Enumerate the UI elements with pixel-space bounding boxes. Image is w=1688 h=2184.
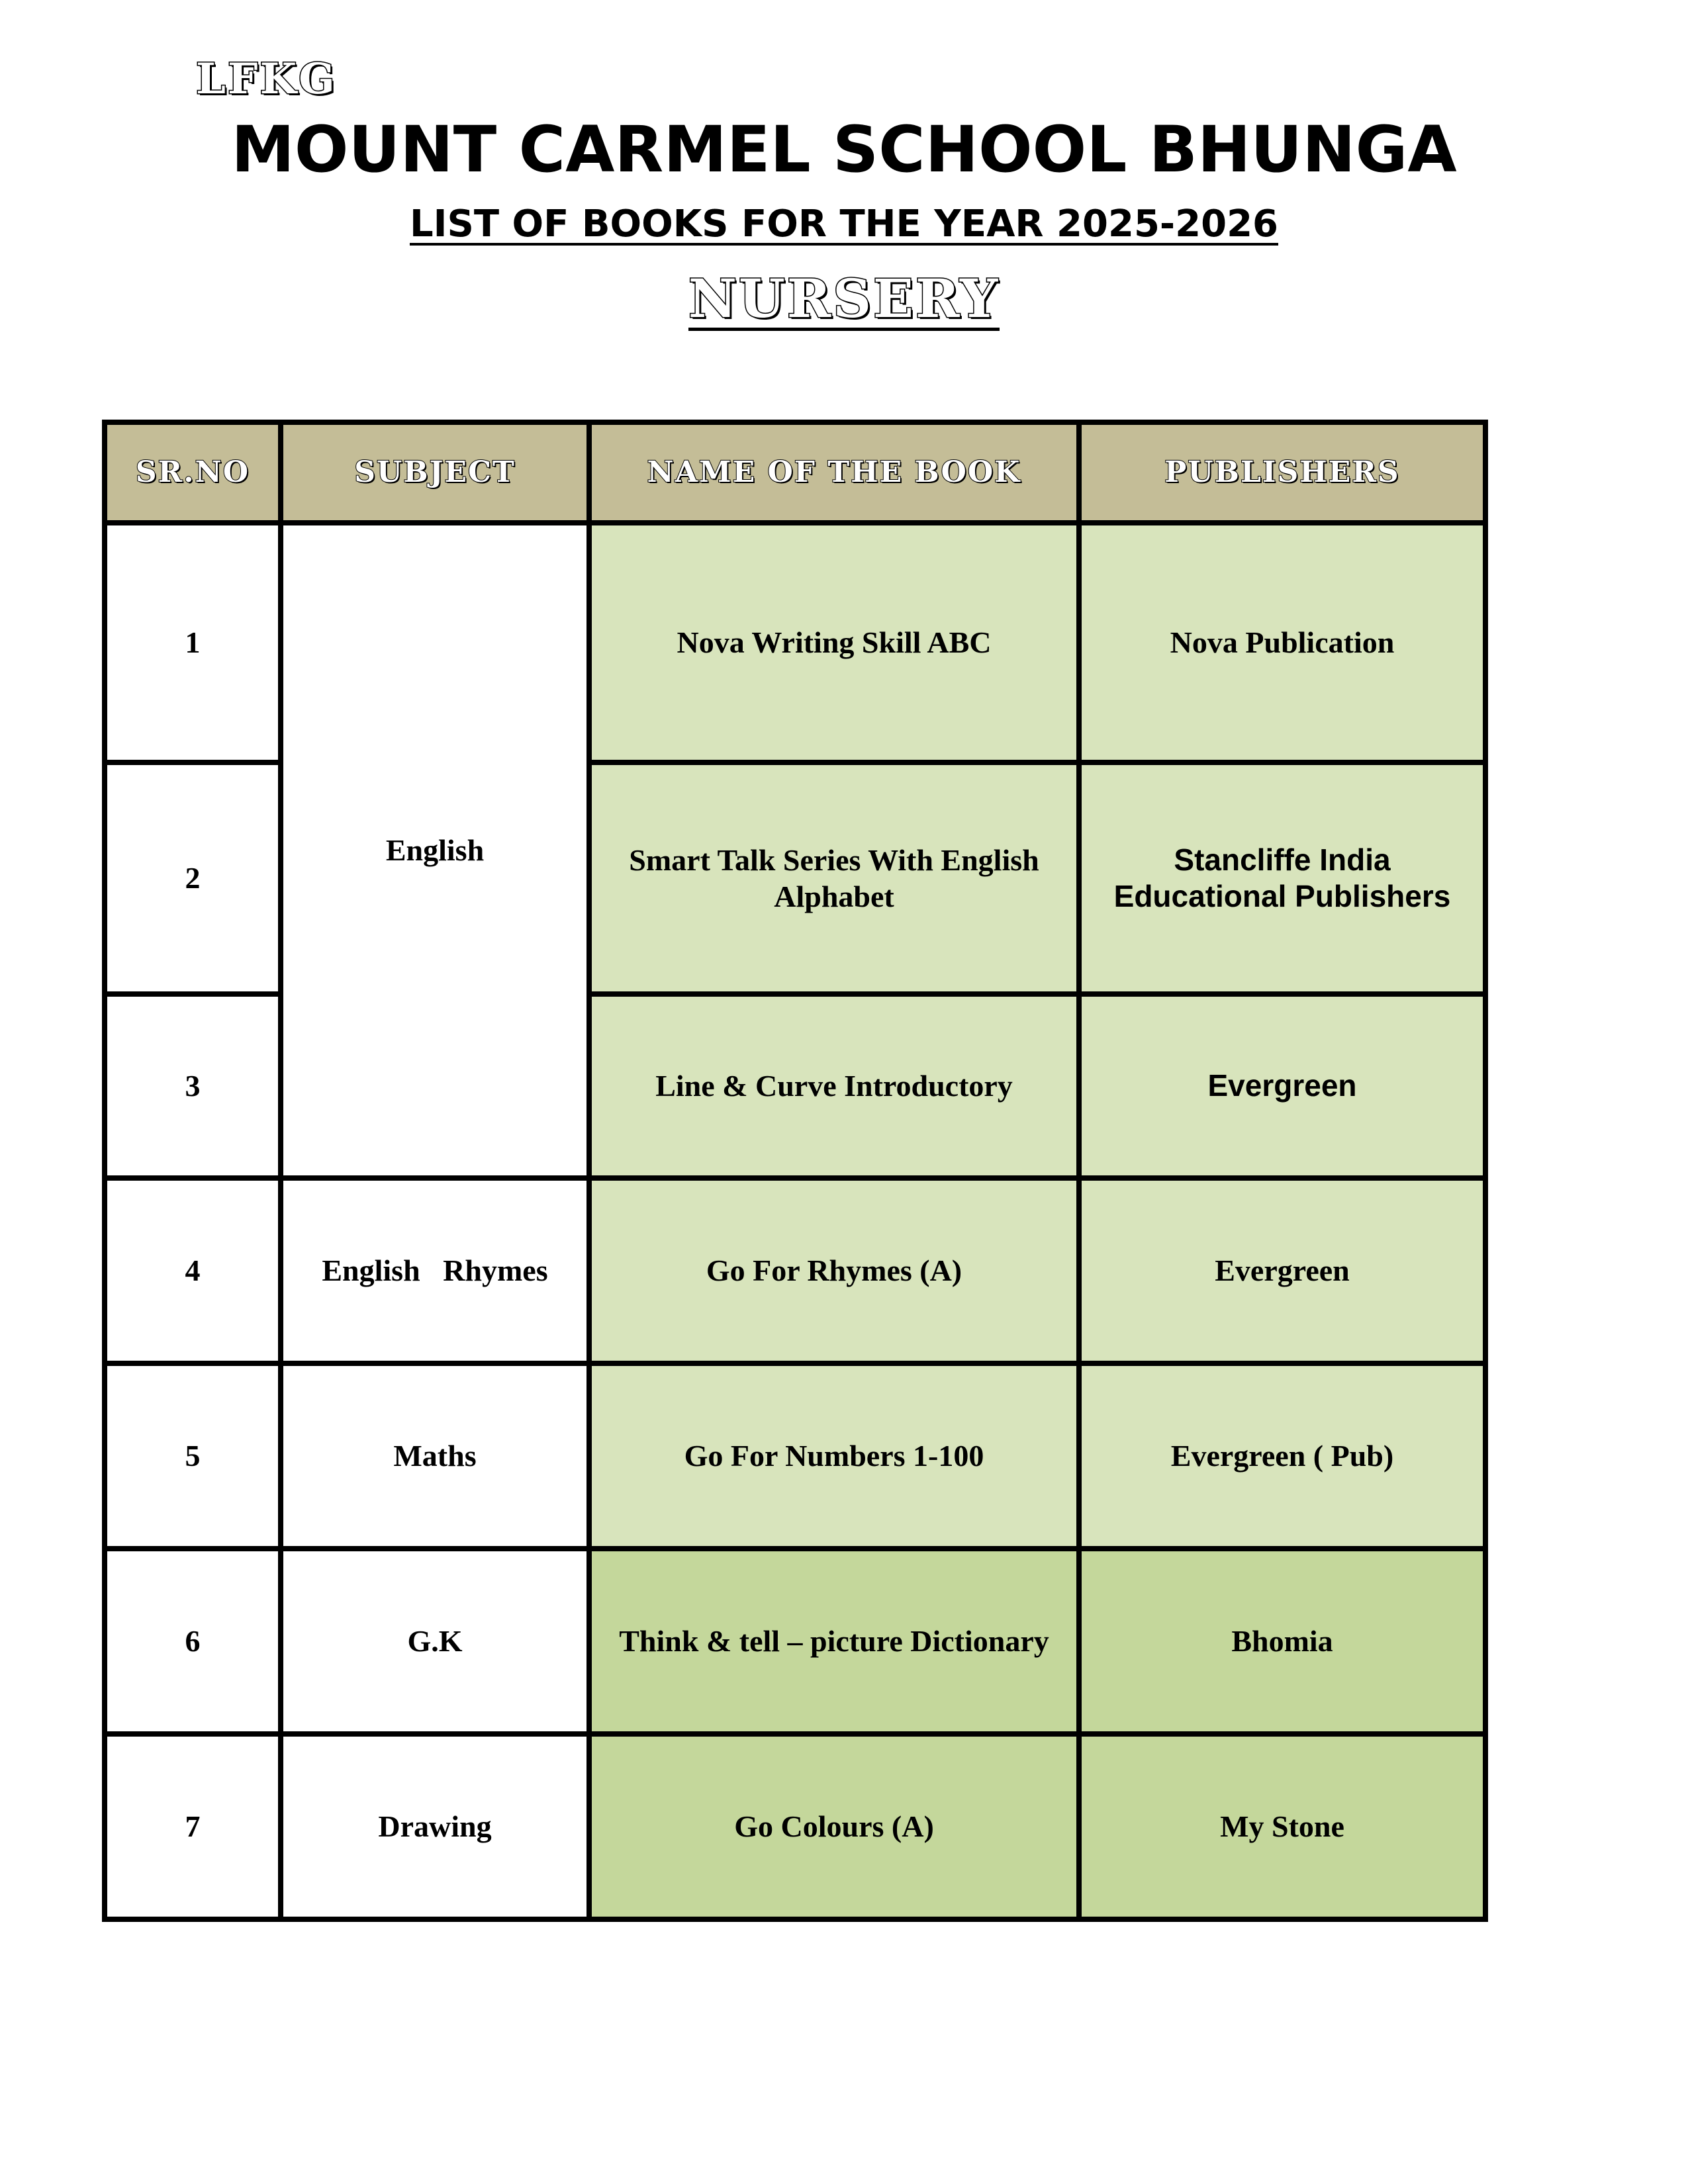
book-name-cell: Nova Writing Skill ABC bbox=[589, 523, 1079, 762]
school-name: MOUNT CARMEL SCHOOL BHUNGA bbox=[231, 113, 1457, 187]
subject-cell: English bbox=[281, 523, 589, 1178]
subject-cell: Drawing bbox=[281, 1734, 589, 1919]
book-name-cell: Go Colours (A) bbox=[589, 1734, 1079, 1919]
subject-cell: G.K bbox=[281, 1549, 589, 1734]
sr-no-cell: 2 bbox=[105, 762, 281, 994]
table-row bbox=[105, 1178, 1485, 1363]
class-code-label: LFKG bbox=[196, 54, 337, 104]
sr-no-cell: 4 bbox=[105, 1178, 281, 1363]
subject-part: English bbox=[322, 1253, 420, 1288]
sr-no-cell: 6 bbox=[105, 1549, 281, 1734]
book-name-cell: Smart Talk Series With English Alphabet bbox=[589, 762, 1079, 994]
subject-cell: Maths bbox=[281, 1363, 589, 1549]
table-row bbox=[105, 1734, 1485, 1919]
sr-no-cell: 1 bbox=[105, 523, 281, 762]
publisher-cell: Nova Publication bbox=[1079, 523, 1485, 762]
class-title bbox=[0, 267, 1688, 331]
book-name-cell: Go For Numbers 1-100 bbox=[589, 1363, 1079, 1549]
publisher-cell bbox=[1079, 762, 1485, 994]
publisher-cell: Evergreen bbox=[1079, 1178, 1485, 1363]
table-row bbox=[105, 523, 1485, 762]
sr-no-cell: 7 bbox=[105, 1734, 281, 1919]
book-name-cell: Line & Curve Introductory bbox=[589, 994, 1079, 1178]
table-header-row bbox=[105, 422, 1485, 523]
table-row bbox=[105, 1363, 1485, 1549]
book-list-title: LIST OF BOOKS FOR THE YEAR 2025-2026 bbox=[409, 203, 1279, 246]
book-name-cell: Think & tell – picture Dictionary bbox=[589, 1549, 1079, 1734]
col-header-publishers: PUBLISHERS bbox=[1079, 422, 1485, 523]
publisher-cell: My Stone bbox=[1079, 1734, 1485, 1919]
col-header-subject: SUBJECT bbox=[281, 422, 589, 523]
sr-no-cell: 5 bbox=[105, 1363, 281, 1549]
book-name-cell: Go For Rhymes (A) bbox=[589, 1178, 1079, 1363]
publisher-line: Educational Publishers bbox=[1113, 879, 1451, 913]
subject-cell bbox=[281, 1178, 589, 1363]
publisher-cell: Evergreen bbox=[1079, 994, 1485, 1178]
book-list-table bbox=[102, 420, 1488, 1922]
col-header-book-name: NAME OF THE BOOK bbox=[589, 422, 1079, 523]
sr-no-cell: 3 bbox=[105, 994, 281, 1178]
col-header-srno: SR.NO bbox=[105, 422, 281, 523]
table-row bbox=[105, 1549, 1485, 1734]
class-title-text: NURSERY bbox=[688, 267, 1000, 330]
publisher-line: Stancliffe India bbox=[1174, 842, 1391, 877]
subject-part: Rhymes bbox=[443, 1253, 548, 1288]
publisher-cell: Evergreen ( Pub) bbox=[1079, 1363, 1485, 1549]
publisher-cell: Bhomia bbox=[1079, 1549, 1485, 1734]
